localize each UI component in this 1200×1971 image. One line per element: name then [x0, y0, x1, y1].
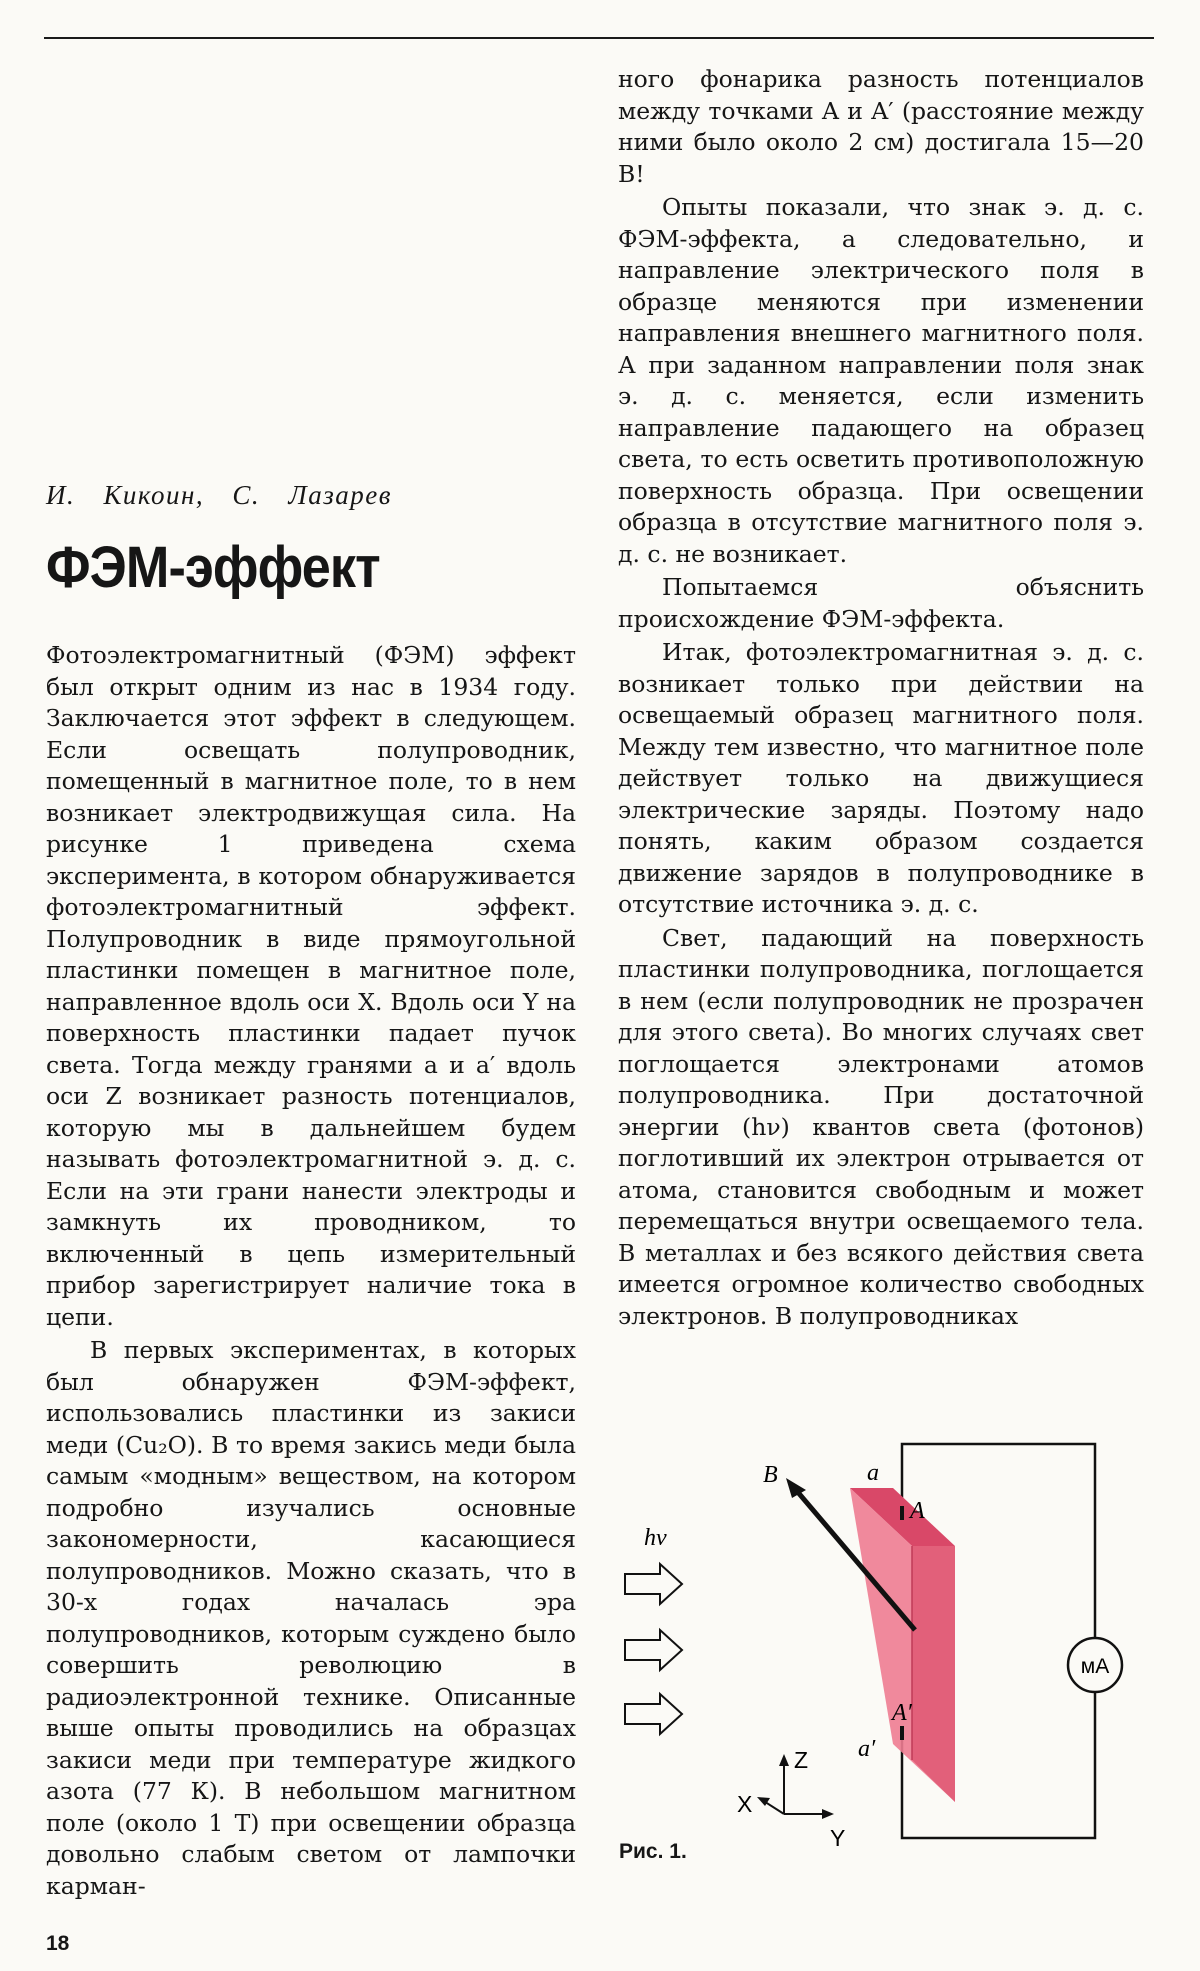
label-a-prime: a′: [858, 1736, 876, 1762]
paragraph: Опыты показали, что знак э. д. с. ФЭМ-эффекта, а следовательно, и направление электрического поля в образце меняются при изменении направления внешнего магнитного поля. А при заданном направлении поля знак э. д. с. меняется, если изменить направление падающего на образец света, то есть осветить противоположную поверхность образца. При освещении образца в отсутствие магнитного поля э. д. с. не возникает.: [618, 193, 1144, 568]
plate-side-face: [912, 1546, 955, 1802]
paragraph: Фотоэлектромагнитный (ФЭМ) эффект был открыт одним из нас в 1934 году. Заключается этот эффект в следующем. Если освещать полупроводник, помещенный в магнитное поле, то в нем возникает электродвижущая сила. На рисунке 1 приведена схема эксперимента, в котором обнаруживается фотоэлектромагнитный эффект. Полупроводник в виде прямоугольной пластинки помещен в магнитное поле, направленное вдоль оси X. Вдоль оси Y на поверхность пластинки падает пучок света. Тогда между гранями a и a′ вдоль оси Z возникает разность потенциалов, которую мы в дальнейшем будем называть фотоэлектромагнитной э. д. с. Если на эти грани нанести электроды и замкнуть их проводником, то включенный в цепь измерительный прибор зарегистрирует наличие тока в цепи.: [46, 641, 576, 1331]
left-column: [46, 640, 576, 1902]
light-ray-arrow: [625, 1564, 682, 1604]
label-A-prime: A′: [892, 1700, 912, 1726]
paragraph: Итак, фотоэлектромагнитная э. д. с. возникает только при действии на освещаемый образец магнитного поля. Между тем известно, что магнитное поле действует только на движущиеся электрические заряды. Поэтому надо понять, каким образом создается движение зарядов в полупроводнике в отсутствие источника э. д. с.: [618, 638, 1144, 918]
light-ray-arrow: [625, 1694, 682, 1734]
figure-caption: Рис. 1.: [619, 1840, 687, 1863]
paragraph: В первых экспериментах, в которых был обнаружен ФЭМ-эффект, использовались пластинки из закиси меди (Cu₂O). В то время закись меди была самым «модным» веществом, на котором подробно изучались основные закономерности, касающиеся полупроводников. Можно сказать, что в 30-х годах началась эра полупроводников, которым суждено было совершить революцию в радиоэлектронной технике. Описанные выше опыты проводились на образцах закиси меди при температуре жидкого азота (77 К). В небольшом магнитном поле (около 1 Т) при освещении образца довольно слабым светом от лампочки карман-: [46, 1336, 576, 1900]
meter-label: мА: [1080, 1655, 1110, 1678]
label-axis-x: X: [737, 1791, 753, 1817]
figure-1-diagram: [610, 1420, 1160, 1860]
paragraph: Свет, падающий на поверхность пластинки полупроводника, поглощается в нем (если полупроводник не прозрачен для этого света). Во многих случаях свет поглощается электронами атомов полупроводника. При достаточной энергии (hν) квантов света (фотонов) поглотивший их электрон отрывается от атома, становится свободным и может перемещаться внутри освещаемого тела. В металлах и без всякого действия света имеется огромное количество свободных электронов. В полупроводниках: [618, 923, 1144, 1330]
label-hv: hν: [644, 1525, 667, 1551]
axis-y-arrowhead: [822, 1809, 834, 1819]
paragraph: Попытаемся объяснить происхождение ФЭМ-эффекта.: [618, 573, 1144, 633]
label-axis-y: Y: [830, 1825, 846, 1851]
article-title: ФЭМ-эффект: [46, 535, 380, 600]
light-ray-arrow: [625, 1630, 682, 1670]
paragraph: ного фонарика разность потенциалов между точками A и A′ (расстояние между ними было около 2 см) достигала 15—20 В!: [618, 65, 1144, 188]
axis-z-arrowhead: [779, 1754, 789, 1766]
top-rule: [44, 37, 1154, 39]
right-column: [618, 64, 1144, 1332]
label-A: A: [910, 1498, 925, 1524]
label-a: a: [867, 1460, 879, 1486]
label-B: B⃗: [763, 1462, 797, 1488]
page-number: 18: [46, 1932, 70, 1955]
article-authors: И. Кикоин, С. Лазарев: [46, 480, 392, 510]
label-axis-z: Z: [794, 1747, 809, 1773]
